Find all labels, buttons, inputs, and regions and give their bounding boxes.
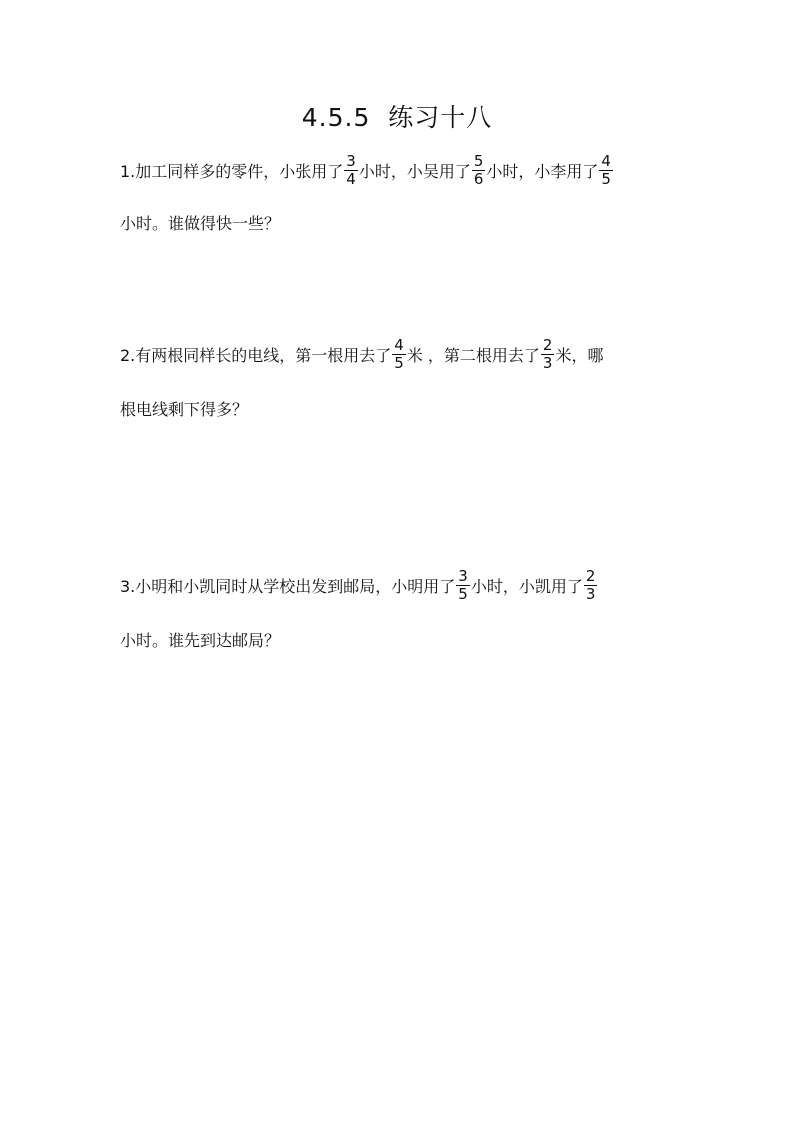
problem-3-line-2 xyxy=(120,619,280,659)
fraction-numerator: 5 xyxy=(473,151,484,170)
fraction-numerator: 4 xyxy=(394,335,404,354)
fraction-3-4 xyxy=(344,151,358,188)
fraction-numerator: 4 xyxy=(601,151,611,170)
fraction-denominator: 5 xyxy=(394,353,404,372)
fraction-denominator: 3 xyxy=(542,353,553,372)
problem-2-text-2: 米 ，第二根用去了 xyxy=(406,345,540,365)
problem-2-text-1: 2.有两根同样长的电线，第一根用去了 xyxy=(120,345,392,365)
fraction-5-6 xyxy=(472,151,486,188)
fraction-numerator: 2 xyxy=(542,335,553,354)
fraction-numerator: 2 xyxy=(585,566,596,585)
fraction-denominator: 6 xyxy=(473,169,484,188)
fraction-numerator: 3 xyxy=(346,151,356,170)
fraction-2-3 xyxy=(584,566,598,603)
problem-2-text-4: 根电线剩下得多？ xyxy=(120,399,249,419)
fraction-4-5 xyxy=(392,335,406,372)
fraction-numerator: 3 xyxy=(458,566,468,585)
problem-3-text-1: 3.小明和小凯同时从学校出发到邮局，小明用了 xyxy=(120,576,456,596)
problem-1-line-2 xyxy=(120,202,280,242)
problem-1-text-4: 小时。谁做得快一些？ xyxy=(120,213,281,233)
problem-3-text-2: 小时，小凯用了 xyxy=(470,576,583,596)
problem-2-line-1 xyxy=(120,334,603,374)
problem-3-line-1 xyxy=(120,565,598,605)
problem-1-text-1: 1.加工同样多的零件，小张用了 xyxy=(120,161,344,181)
problem-1-text-3: 小时，小李用了 xyxy=(486,161,599,181)
fraction-4-5 xyxy=(599,151,613,188)
problem-2-text-3: 米，哪 xyxy=(555,345,604,365)
fraction-denominator: 5 xyxy=(601,169,611,188)
problem-1-text-2: 小时，小吴用了 xyxy=(358,161,471,181)
problem-3-text-3: 小时。谁先到达邮局？ xyxy=(120,630,281,650)
problem-2-line-2 xyxy=(120,388,248,428)
fraction-2-3 xyxy=(541,335,555,372)
fraction-denominator: 4 xyxy=(346,169,356,188)
fraction-3-5 xyxy=(456,566,470,603)
problem-1-line-1 xyxy=(120,150,614,190)
page-title: 4.5.5 练习十八 xyxy=(301,103,493,132)
fraction-denominator: 5 xyxy=(458,584,468,603)
fraction-denominator: 3 xyxy=(585,584,596,603)
